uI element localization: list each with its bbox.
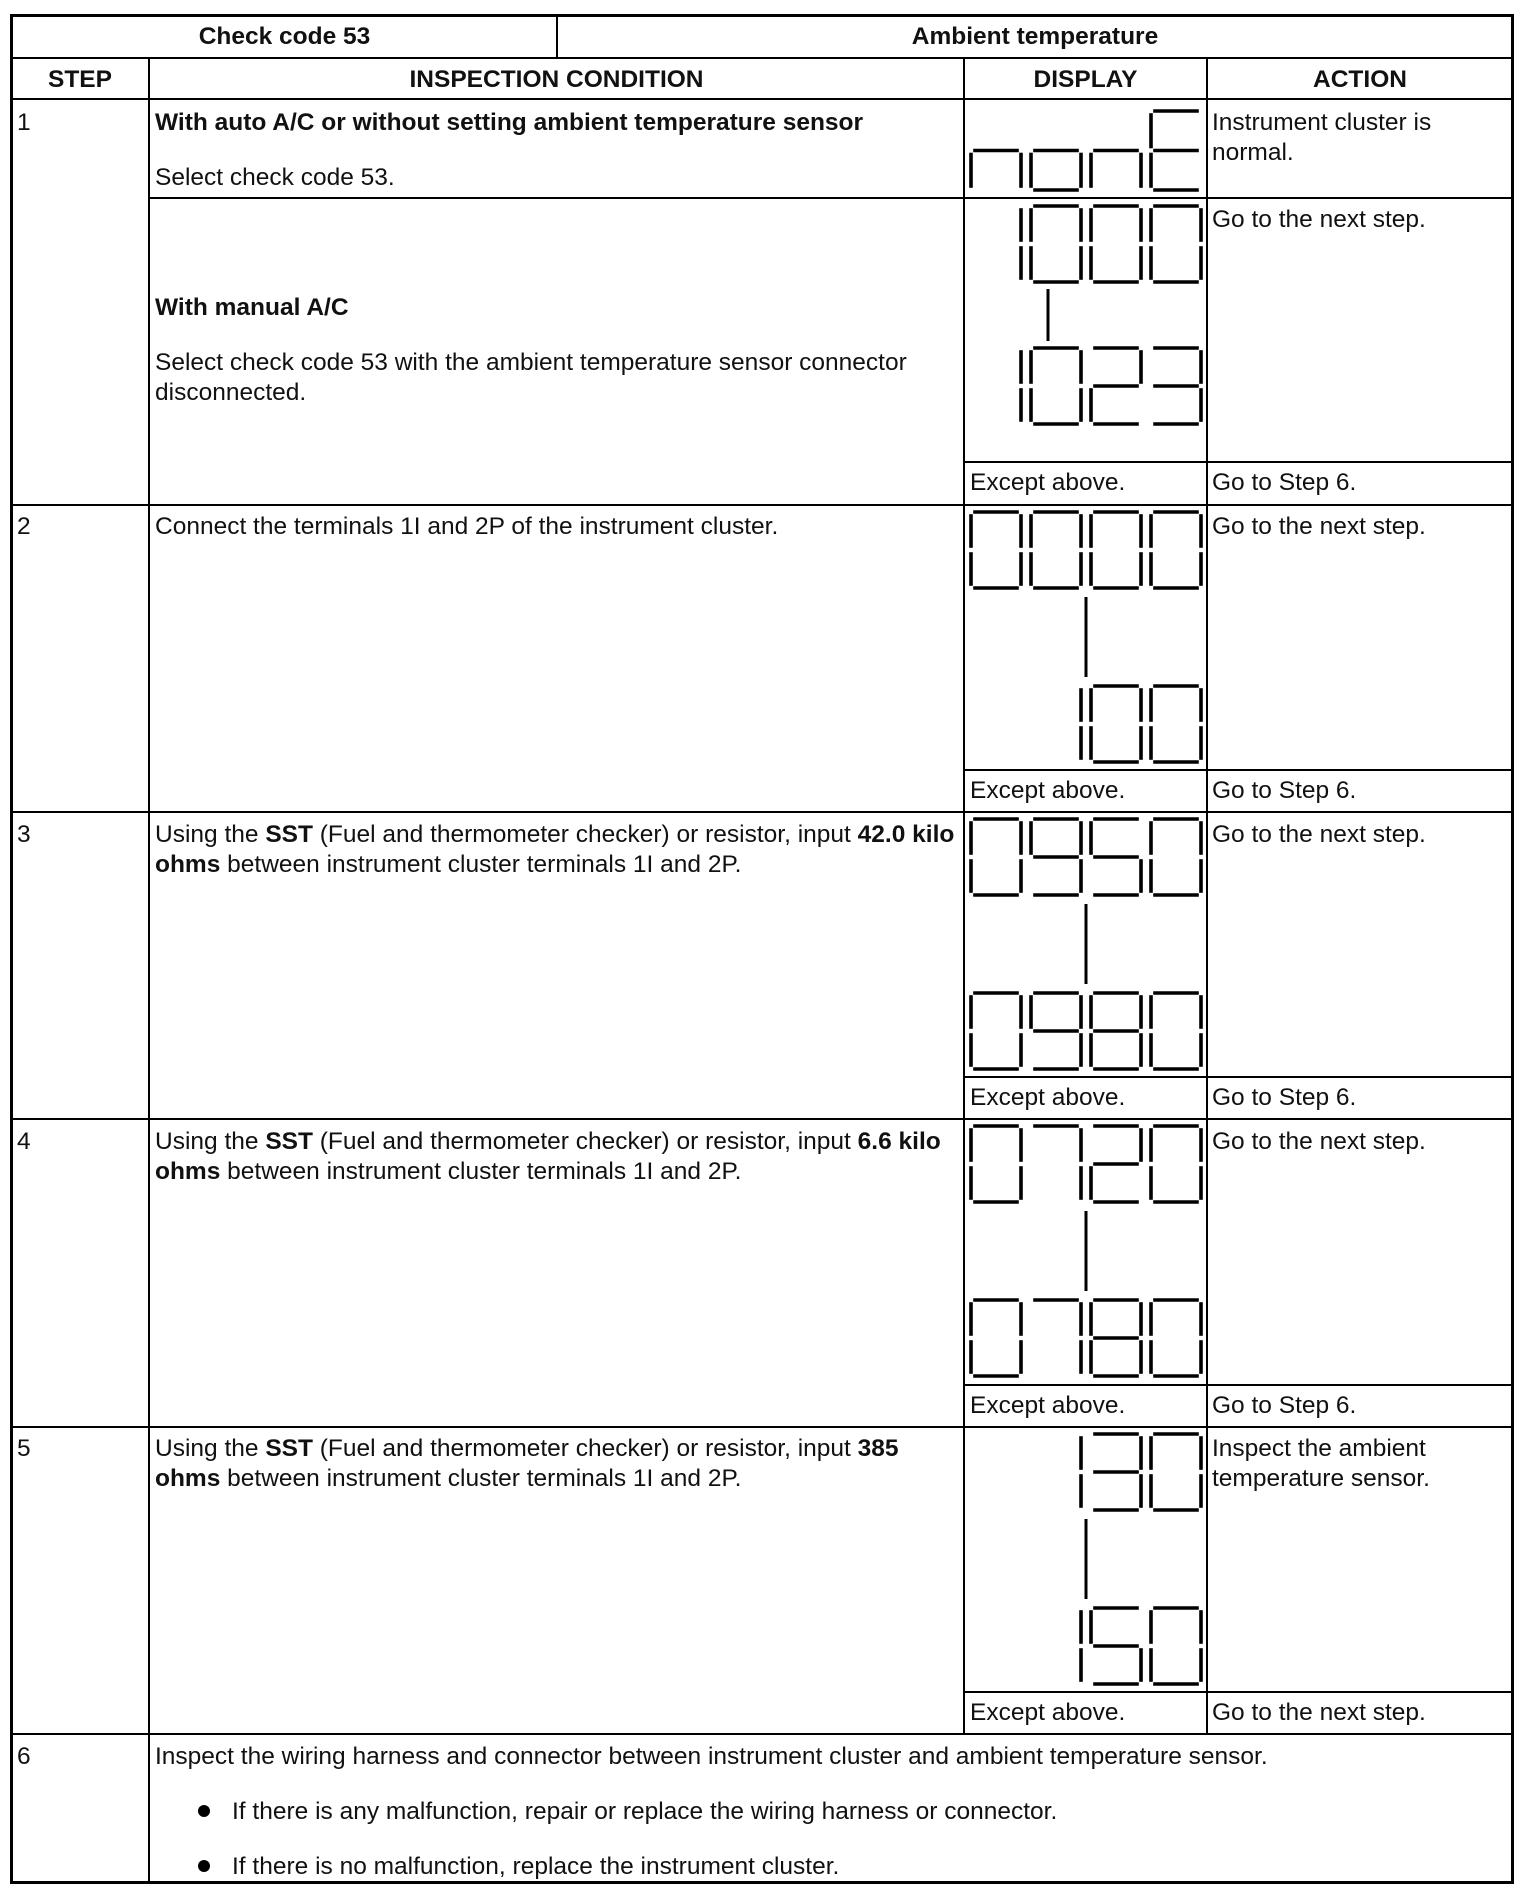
- except-display: Except above.: [970, 1699, 1126, 1726]
- bullet-icon: [198, 1860, 210, 1872]
- except-action: Go to Step 6.: [1212, 1084, 1357, 1111]
- grid-line: [148, 197, 1514, 199]
- action-text: Go to the next step.: [1212, 206, 1426, 233]
- grid-line: [963, 461, 1514, 463]
- step-number: 1: [17, 109, 31, 136]
- condition-heading: With auto A/C or without setting ambient temperature sensor: [155, 109, 864, 136]
- step-number: 2: [17, 513, 31, 540]
- step-number: 3: [17, 821, 31, 848]
- condition-text: Using the SST (Fuel and thermometer checker) or resistor, input 6.6 kilo ohms between instrument cluster terminals 1I and 2P.: [155, 1128, 941, 1185]
- condition-text: Using the SST (Fuel and thermometer checker) or resistor, input 42.0 kilo ohms between instrument cluster terminals 1I and 2P.: [155, 821, 955, 878]
- condition-text: Select check code 53.: [155, 164, 395, 191]
- display-readout-range: [968, 816, 1204, 1072]
- except-action: Go to the next step.: [1212, 1699, 1426, 1726]
- grid-line: [10, 98, 1514, 100]
- check-code-title: Check code 53: [198, 23, 371, 50]
- header-display: DISPLAY: [1033, 66, 1138, 93]
- list-item: If there is any malfunction, repair or replace the wiring harness or connector.: [198, 1797, 1498, 1827]
- grid-line: [10, 1733, 1514, 1735]
- grid-line: [10, 811, 1514, 813]
- except-action: Go to Step 6.: [1212, 777, 1357, 804]
- except-display: Except above.: [970, 1084, 1126, 1111]
- grid-line: [10, 1426, 1514, 1428]
- header-step: STEP: [48, 66, 112, 93]
- condition-text: Select check code 53 with the ambient temperature sensor connector disconnected.: [155, 349, 907, 406]
- grid-line: [10, 1118, 1514, 1120]
- condition-text: Inspect the wiring harness and connector between instrument cluster and ambient temperature sensor.: [155, 1743, 1268, 1770]
- action-text: Go to the next step.: [1212, 1128, 1426, 1155]
- grid-line: [963, 1691, 1514, 1693]
- grid-line: [10, 57, 1514, 59]
- header-inspection-condition: INSPECTION CONDITION: [409, 66, 704, 93]
- except-action: Go to Step 6.: [1212, 469, 1357, 496]
- grid-line: [1206, 57, 1208, 1734]
- except-display: Except above.: [970, 1392, 1126, 1419]
- grid-line: [963, 769, 1514, 771]
- list-item: If there is no malfunction, replace the instrument cluster.: [198, 1852, 1498, 1882]
- display-readout: [968, 108, 1204, 193]
- action-text: Instrument cluster is normal.: [1212, 109, 1432, 166]
- display-readout-range: [968, 509, 1204, 765]
- grid-line: [963, 1384, 1514, 1386]
- condition-text: Connect the terminals 1I and 2P of the instrument cluster.: [155, 513, 779, 540]
- action-text: Go to the next step.: [1212, 513, 1426, 540]
- step-number: 6: [17, 1743, 31, 1770]
- section-title: Ambient temperature: [911, 23, 1159, 50]
- condition-text: Using the SST (Fuel and thermometer checker) or resistor, input 385 ohms between instrument cluster terminals 1I and 2P.: [155, 1435, 899, 1492]
- action-text: Go to the next step.: [1212, 821, 1426, 848]
- except-display: Except above.: [970, 777, 1126, 804]
- bullet-icon: [198, 1805, 210, 1817]
- except-display: Except above.: [970, 469, 1126, 496]
- condition-heading: With manual A/C: [155, 294, 349, 321]
- header-action: ACTION: [1313, 66, 1407, 93]
- step-number: 4: [17, 1128, 31, 1155]
- except-action: Go to Step 6.: [1212, 1392, 1357, 1419]
- display-readout-range: [968, 1123, 1204, 1379]
- display-readout-range: [968, 1431, 1204, 1687]
- action-text: Inspect the ambient temperature sensor.: [1212, 1435, 1430, 1492]
- step-number: 5: [17, 1435, 31, 1462]
- grid-line: [963, 57, 965, 1734]
- grid-line: [148, 57, 150, 1884]
- display-readout-range: [968, 203, 1204, 427]
- grid-line: [10, 504, 1514, 506]
- grid-line: [963, 1076, 1514, 1078]
